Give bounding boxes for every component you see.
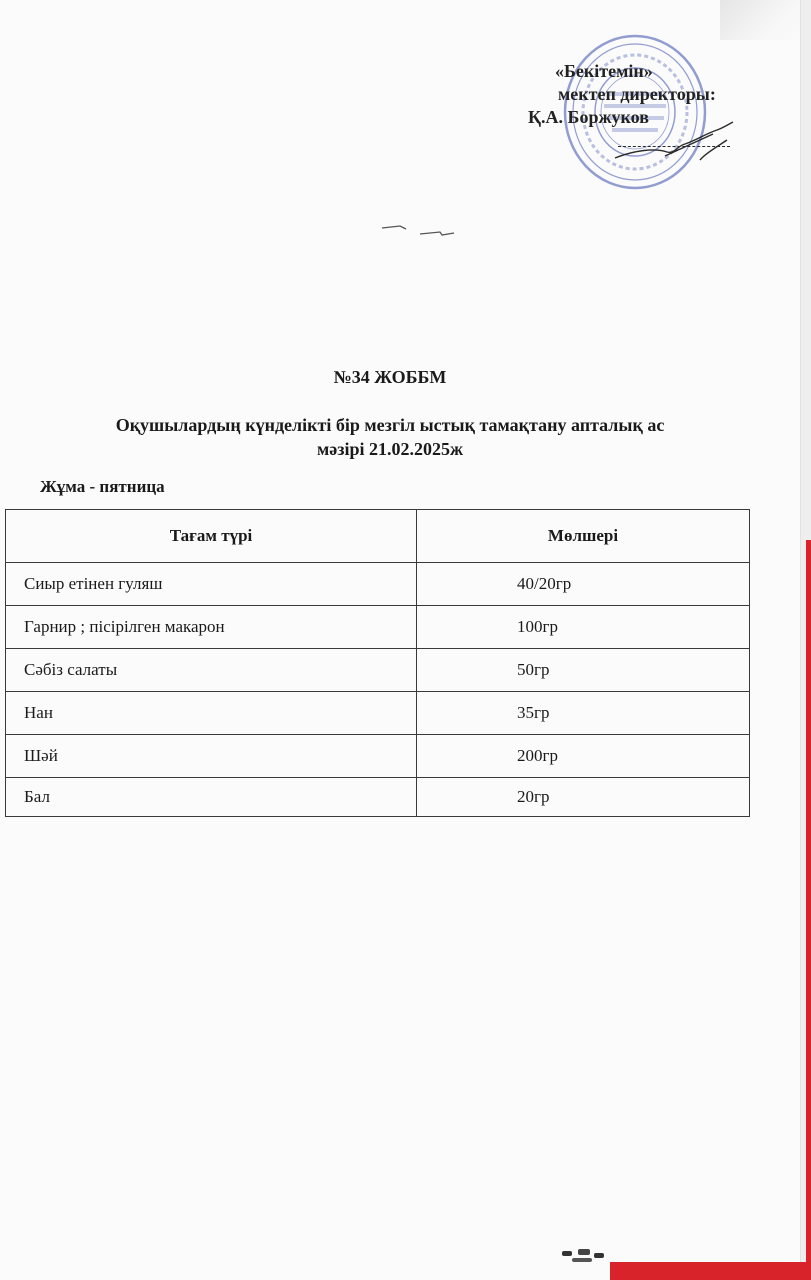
menu-title-line-1: Оқушылардың күнделікті бір мезгіл ыстық тамақтану апталық ас (115, 415, 665, 435)
table-row (6, 735, 750, 778)
dish-cell: Шәй (6, 735, 417, 778)
table-row (6, 778, 750, 817)
amount-cell: 100гр (417, 606, 750, 649)
amount-cell: 20гр (417, 778, 750, 817)
menu-title-line-2: мәзірі 21.02.2025ж (316, 439, 464, 459)
dish-cell: Бал (6, 778, 417, 817)
ink-smudge-icon (380, 222, 460, 240)
page-edge-red-strip (806, 540, 811, 1280)
dish-cell: Нан (6, 692, 417, 735)
approval-line-director-name: Қ.А. Боржуков (528, 107, 649, 127)
director-signature-icon (605, 120, 745, 170)
page-corner-fold (720, 0, 811, 40)
column-header-dish: Тағам түрі (6, 510, 417, 563)
approval-line-position: мектеп директоры: (558, 84, 716, 104)
table-row (6, 606, 750, 649)
table-row (6, 692, 750, 735)
day-label: Жұма - пятница (40, 477, 165, 496)
dish-cell: Сиыр етінен гуляш (6, 563, 417, 606)
page-bottom-red-strip (610, 1262, 811, 1280)
amount-cell: 50гр (417, 649, 750, 692)
table-row (6, 563, 750, 606)
amount-cell: 200гр (417, 735, 750, 778)
table-row (6, 649, 750, 692)
approval-block (520, 60, 780, 129)
menu-title (40, 413, 740, 461)
column-header-amount: Мөлшері (417, 510, 750, 563)
dish-cell: Сәбіз салаты (6, 649, 417, 692)
school-name: №34 ЖОББМ (333, 367, 447, 387)
menu-table (5, 509, 750, 817)
binding-marks-icon (560, 1245, 620, 1265)
amount-cell: 40/20гр (417, 563, 750, 606)
dish-cell: Гарнир ; пісірілген макарон (6, 606, 417, 649)
approval-line-approve: «Бекітемін» (555, 61, 653, 81)
amount-cell: 35гр (417, 692, 750, 735)
signature-line (618, 146, 730, 147)
table-header-row (6, 510, 750, 563)
